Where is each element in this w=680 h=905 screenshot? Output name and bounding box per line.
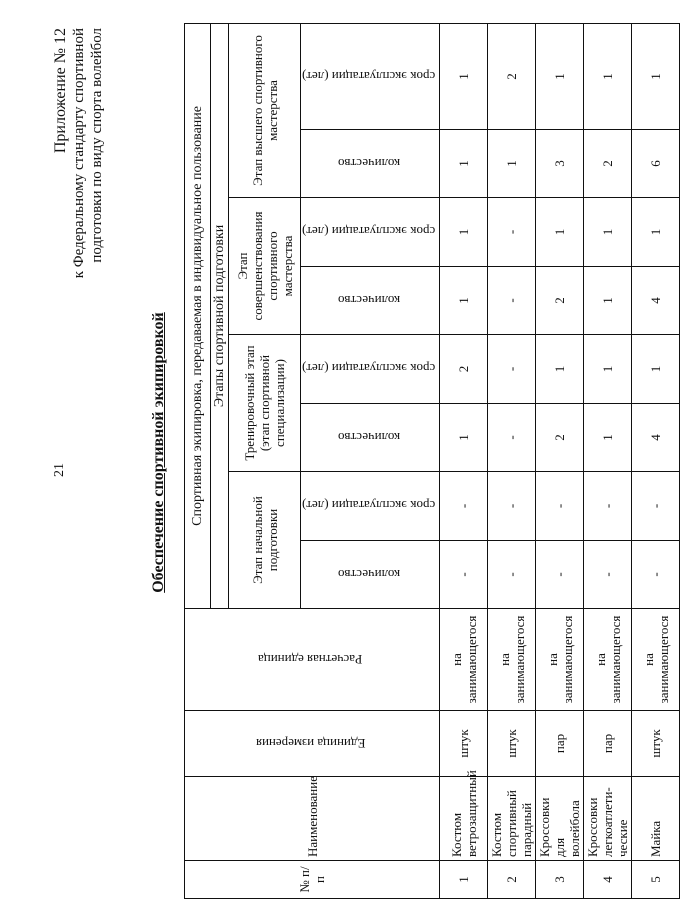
row-value: - xyxy=(488,335,536,404)
row-value: 1 xyxy=(440,267,488,335)
table-row xyxy=(440,23,488,898)
qty-label: количество xyxy=(337,293,400,308)
row-num: 5 xyxy=(632,861,680,899)
row-value: 1 xyxy=(584,198,632,267)
row-value: 1 xyxy=(632,23,680,129)
header-unit-text: Единица измерения xyxy=(255,736,366,751)
row-value: 2 xyxy=(440,335,488,404)
header-term-3 xyxy=(301,198,440,267)
row-value: 1 xyxy=(584,335,632,404)
row-value: 1 xyxy=(536,335,584,404)
row-num: 1 xyxy=(440,861,488,899)
header-num: № п/п xyxy=(185,861,440,899)
header-term-1 xyxy=(301,472,440,541)
header-stage-2: Тренировочный этап (этап спортивной специализации) xyxy=(229,335,301,472)
header-term-4 xyxy=(301,23,440,129)
header-qty-3 xyxy=(301,267,440,335)
row-value: 1 xyxy=(632,198,680,267)
header-stage-4: Этап высшего спортивного мастерства xyxy=(229,23,301,197)
row-value: - xyxy=(440,541,488,609)
row-value: 2 xyxy=(536,404,584,472)
header-name: Наименование xyxy=(185,777,440,861)
header-qty-2 xyxy=(301,404,440,472)
qty-label: количество xyxy=(337,567,400,582)
header-calc-unit-text: Расчетная единица xyxy=(258,652,363,667)
row-value: 4 xyxy=(632,404,680,472)
term-label: срок эксплуатации (лет) xyxy=(302,498,436,514)
row-value: 2 xyxy=(584,130,632,198)
row-num: 2 xyxy=(488,861,536,899)
row-value: - xyxy=(632,472,680,541)
header-stage-1: Этап начальной подготовки xyxy=(229,472,301,609)
header-stage-3: Этап совершенствования спортивного мастерства xyxy=(229,198,301,335)
row-value: - xyxy=(440,472,488,541)
row-name: Майка xyxy=(632,777,680,861)
row-value: 2 xyxy=(488,23,536,129)
row-value: 1 xyxy=(440,23,488,129)
appendix-block xyxy=(52,28,106,388)
appendix-line-2: к Федеральному стандарту спортивной xyxy=(71,28,87,279)
row-value: 1 xyxy=(536,198,584,267)
row-value: 1 xyxy=(584,267,632,335)
row-unit: пар xyxy=(584,711,632,777)
row-unit: пар xyxy=(536,711,584,777)
row-calc-unit: на занимающегося xyxy=(440,609,488,711)
page-number: 21 xyxy=(52,463,67,477)
row-num: 3 xyxy=(536,861,584,899)
appendix-line-3: подготовки по виду спорта волейбол xyxy=(89,28,105,263)
row-value: - xyxy=(488,541,536,609)
row-calc-unit: на занимающегося xyxy=(632,609,680,711)
qty-label: количество xyxy=(337,156,400,171)
row-value: - xyxy=(488,404,536,472)
row-num: 4 xyxy=(584,861,632,899)
row-value: - xyxy=(632,541,680,609)
header-group-top: Спортивная экипировка, передаваемая в индивидуальное пользование xyxy=(185,23,211,608)
row-value: 1 xyxy=(536,23,584,129)
row-value: 1 xyxy=(632,335,680,404)
row-value: - xyxy=(536,472,584,541)
row-value: 1 xyxy=(440,198,488,267)
header-qty-4 xyxy=(301,130,440,198)
row-value: - xyxy=(536,541,584,609)
row-unit: штук xyxy=(632,711,680,777)
row-value: - xyxy=(488,267,536,335)
row-value: 1 xyxy=(488,130,536,198)
row-unit: штук xyxy=(440,711,488,777)
equipment-table-main xyxy=(184,23,680,899)
header-stages-group: Этапы спортивной подготовки xyxy=(211,23,229,608)
header-unit xyxy=(185,711,440,777)
document-title: Обеспечение спортивной экипировкой xyxy=(150,312,167,593)
table-row xyxy=(536,23,584,898)
row-value: 1 xyxy=(440,404,488,472)
row-value: - xyxy=(584,472,632,541)
row-value: 2 xyxy=(536,267,584,335)
row-calc-unit: на занимающегося xyxy=(584,609,632,711)
appendix-line-1: Приложение № 12 xyxy=(52,28,69,154)
qty-label: количество xyxy=(337,430,400,445)
row-unit: штук xyxy=(488,711,536,777)
table-row xyxy=(632,23,680,898)
row-calc-unit: на занимающегося xyxy=(536,609,584,711)
row-value: 1 xyxy=(584,404,632,472)
header-calc-unit xyxy=(185,609,440,711)
term-label: срок эксплуатации (лет) xyxy=(302,361,436,377)
row-value: - xyxy=(584,541,632,609)
header-qty-1 xyxy=(301,541,440,609)
header-term-2 xyxy=(301,335,440,404)
row-calc-unit: на занимающегося xyxy=(488,609,536,711)
table-row xyxy=(488,23,536,898)
row-value: - xyxy=(488,472,536,541)
row-name: Костюм спортивный парадный xyxy=(488,777,536,861)
row-value: 6 xyxy=(632,130,680,198)
row-value: 3 xyxy=(536,130,584,198)
row-name: Кроссовки для волейбола xyxy=(536,777,584,861)
table-row xyxy=(584,23,632,898)
term-label: срок эксплуатации (лет) xyxy=(302,224,436,240)
row-name: Костюм ветрозащитный xyxy=(440,777,488,861)
row-value: 1 xyxy=(584,23,632,129)
row-value: 4 xyxy=(632,267,680,335)
term-label: срок эксплуатации (лет) xyxy=(302,68,436,84)
row-name: Кроссовки легкоатлети-ческие xyxy=(584,777,632,861)
row-value: - xyxy=(488,198,536,267)
row-value: 1 xyxy=(440,130,488,198)
